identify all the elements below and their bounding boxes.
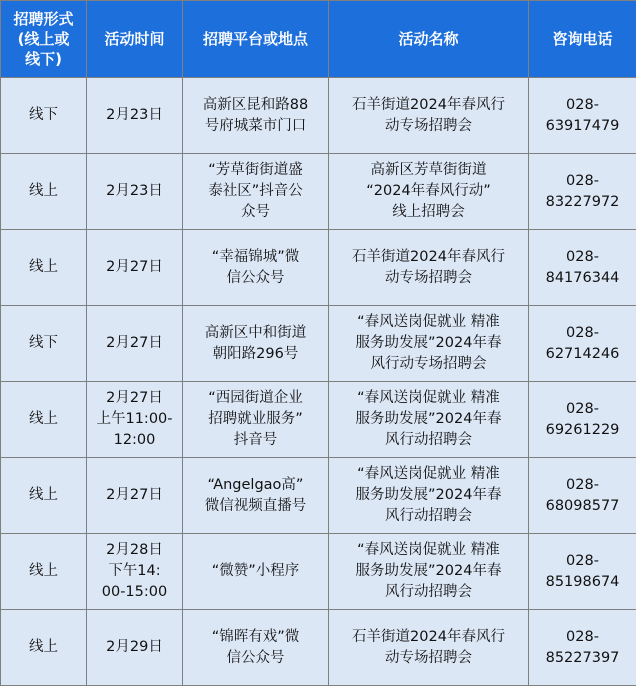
cell-event-name: “春风送岗促就业 精准 服务助发展”2024年春 风行动招聘会 — [329, 534, 529, 610]
table-row — [1, 458, 636, 534]
table-row — [1, 306, 636, 382]
cell-format: 线上 — [1, 230, 87, 306]
cell-venue: 高新区中和街道 朝阳路296号 — [183, 306, 329, 382]
cell-event-name: “春风送岗促就业 精准 服务助发展”2024年春 风行动招聘会 — [329, 458, 529, 534]
cell-phone: 028- 85198674 — [529, 534, 636, 610]
cell-format: 线上 — [1, 154, 87, 230]
cell-venue: “幸福锦城”微 信公众号 — [183, 230, 329, 306]
cell-phone: 028- 62714246 — [529, 306, 636, 382]
cell-event-name: 石羊街道2024年春风行 动专场招聘会 — [329, 78, 529, 154]
table-row — [1, 154, 636, 230]
cell-venue: “芳草街街道盛 泰社区”抖音公 众号 — [183, 154, 329, 230]
cell-time: 2月27日 — [87, 230, 183, 306]
cell-phone: 028- 83227972 — [529, 154, 636, 230]
table-header — [1, 1, 636, 78]
cell-format: 线下 — [1, 78, 87, 154]
cell-time: 2月23日 — [87, 78, 183, 154]
table-body — [1, 78, 636, 686]
cell-event-name: 石羊街道2024年春风行 动专场招聘会 — [329, 230, 529, 306]
cell-format: 线上 — [1, 534, 87, 610]
cell-phone: 028- 84176344 — [529, 230, 636, 306]
header-format: 招聘形式 (线上或 线下) — [1, 1, 87, 78]
cell-phone: 028- 68098577 — [529, 458, 636, 534]
header-phone: 咨询电话 — [529, 1, 636, 78]
cell-time: 2月27日 上午11:00- 12:00 — [87, 382, 183, 458]
cell-time: 2月27日 — [87, 306, 183, 382]
cell-event-name: 石羊街道2024年春风行 动专场招聘会 — [329, 610, 529, 686]
cell-format: 线上 — [1, 458, 87, 534]
cell-time: 2月29日 — [87, 610, 183, 686]
table-row — [1, 534, 636, 610]
header-time: 活动时间 — [87, 1, 183, 78]
cell-venue: 高新区昆和路88 号府城菜市门口 — [183, 78, 329, 154]
cell-format: 线上 — [1, 610, 87, 686]
cell-venue: “微赞”小程序 — [183, 534, 329, 610]
table-row — [1, 610, 636, 686]
cell-venue: “Angelgao高” 微信视频直播号 — [183, 458, 329, 534]
cell-event-name: 高新区芳草街街道 “2024年春风行动” 线上招聘会 — [329, 154, 529, 230]
cell-venue: “西园街道企业 招聘就业服务” 抖音号 — [183, 382, 329, 458]
cell-phone: 028- 63917479 — [529, 78, 636, 154]
cell-time: 2月27日 — [87, 458, 183, 534]
table-row — [1, 78, 636, 154]
cell-time: 2月23日 — [87, 154, 183, 230]
cell-phone: 028- 85227397 — [529, 610, 636, 686]
cell-time: 2月28日 下午14: 00-15:00 — [87, 534, 183, 610]
header-venue: 招聘平台或地点 — [183, 1, 329, 78]
cell-format: 线下 — [1, 306, 87, 382]
table-row — [1, 230, 636, 306]
header-row — [1, 1, 636, 78]
header-event-name: 活动名称 — [329, 1, 529, 78]
cell-venue: “锦晖有戏”微 信公众号 — [183, 610, 329, 686]
cell-format: 线上 — [1, 382, 87, 458]
cell-event-name: “春风送岗促就业 精准 服务助发展”2024年春 风行动招聘会 — [329, 382, 529, 458]
table-row — [1, 382, 636, 458]
cell-phone: 028- 69261229 — [529, 382, 636, 458]
cell-event-name: “春风送岗促就业 精准 服务助发展”2024年春 风行动专场招聘会 — [329, 306, 529, 382]
